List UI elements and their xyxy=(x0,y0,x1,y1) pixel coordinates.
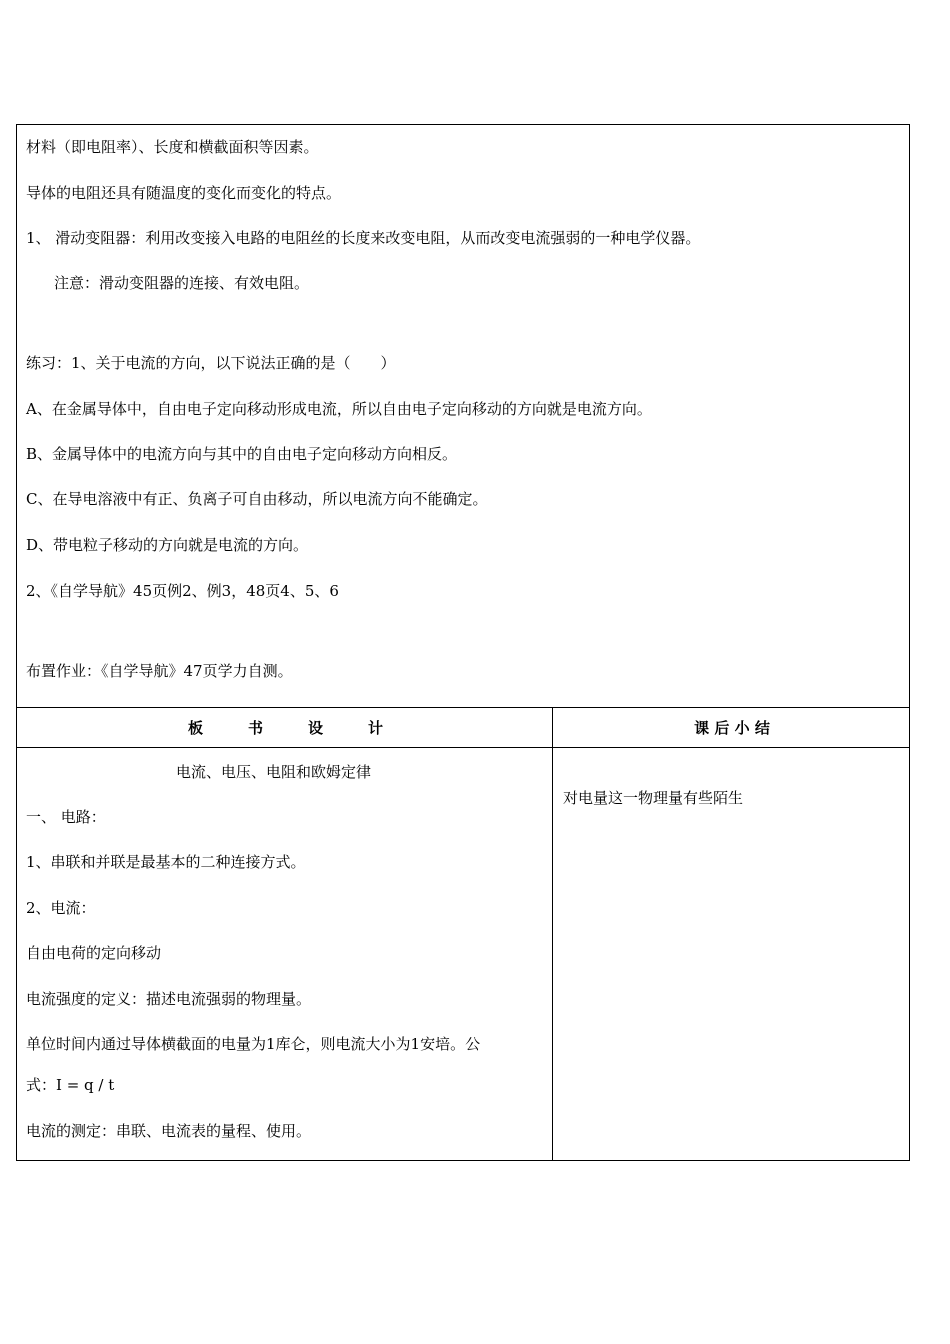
text-line: 自由电荷的定向移动 xyxy=(26,944,162,962)
text-line: 1、 滑动变阻器：利用改变接入电路的电阻丝的长度来改变电阻，从而改变电流强弱的一种电学仪器。 xyxy=(26,229,701,247)
homework-line: 布置作业：《自学导航》47页学力自测。 xyxy=(26,662,293,680)
summary-header xyxy=(552,707,910,748)
lesson-content-cell xyxy=(16,124,910,708)
text-line: 材料（即电阻率）、长度和横截面积等因素。 xyxy=(26,138,319,156)
option-b: B、金属导体中的电流方向与其中的自由电子定向移动方向相反。 xyxy=(26,445,458,463)
board-title: 电流、电压、电阻和欧姆定律 xyxy=(176,763,372,781)
text-line: 一、 电路： xyxy=(26,808,106,826)
text-line: 2、电流： xyxy=(26,899,96,917)
text-line: 导体的电阻还具有随温度的变化而变化的特点。 xyxy=(26,184,342,202)
board-design-header xyxy=(16,707,553,748)
text-line: 1、串联和并联是最基本的二种连接方式。 xyxy=(26,853,306,871)
option-a: A、在金属导体中，自由电子定向移动形成电流，所以自由电子定向移动的方向就是电流方向。 xyxy=(26,400,652,418)
exercise-heading: 练习：1、关于电流的方向，以下说法正确的是（ ） xyxy=(26,354,396,372)
board-design-title: 板 书 设 计 xyxy=(187,719,383,737)
formula-line: 式：I = q / t xyxy=(26,1076,115,1094)
summary-title: 课 后 小 结 xyxy=(694,719,770,737)
board-design-cell xyxy=(16,747,553,1161)
summary-cell xyxy=(552,747,910,1161)
text-line: 电流强度的定义：描述电流强弱的物理量。 xyxy=(26,990,312,1008)
option-d: D、带电粒子移动的方向就是电流的方向。 xyxy=(26,536,309,554)
text-line: 单位时间内通过导体横截面的电量为1库仑，则电流大小为1安培。公 xyxy=(26,1035,481,1053)
summary-text: 对电量这一物理量有些陌生 xyxy=(563,789,744,807)
text-line: 电流的测定：串联、电流表的量程、使用。 xyxy=(26,1122,312,1140)
text-line: 注意：滑动变阻器的连接、有效电阻。 xyxy=(54,274,310,292)
text-line: 2、《自学导航》45页例2、例3，48页4、5、6 xyxy=(26,582,339,600)
option-c: C、在导电溶液中有正、负离子可自由移动，所以电流方向不能确定。 xyxy=(26,490,488,508)
